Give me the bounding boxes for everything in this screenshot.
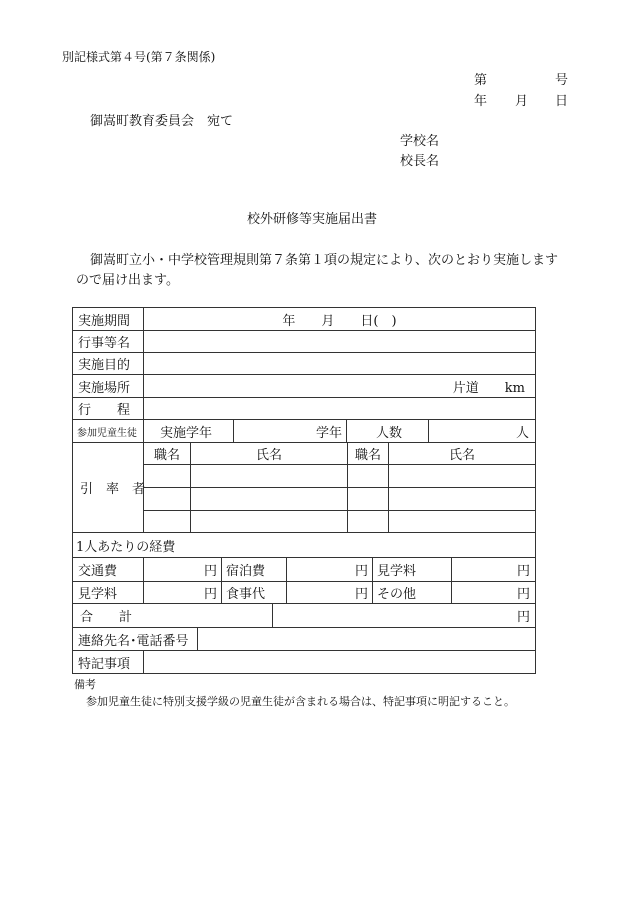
- remarks-title: 備考: [74, 678, 96, 691]
- document-number-suffix: 号: [555, 73, 569, 88]
- form-number: 別記様式第４号(第７条関係): [62, 50, 216, 64]
- meal-yen[interactable]: 円: [354, 587, 368, 602]
- grade-unit[interactable]: 学年: [315, 425, 342, 441]
- event-name-field[interactable]: [144, 331, 535, 352]
- other-label: その他: [377, 587, 417, 602]
- other-yen[interactable]: 円: [516, 587, 530, 602]
- total-label: 合 計: [80, 610, 133, 625]
- leaders-label: 引 率 者: [80, 482, 146, 497]
- body-text-line-1: 御嵩町立小・中学校管理規則第７条第１項の規定により、次のとおり実施します: [90, 253, 559, 268]
- document-number-prefix: 第: [474, 73, 488, 88]
- notes-field[interactable]: [144, 651, 535, 673]
- school-name-label: 学校名: [400, 134, 440, 149]
- lodging-label: 宿泊費: [226, 564, 266, 579]
- total-yen[interactable]: 円: [516, 610, 530, 625]
- itinerary-field[interactable]: [144, 398, 535, 419]
- count-label: 人数: [376, 425, 403, 441]
- grade-label: 実施学年: [160, 425, 213, 441]
- contact-label: 連絡先名･電話番号: [78, 633, 189, 649]
- itinerary-label: 行 程: [78, 403, 131, 418]
- period-label: 実施期間: [78, 313, 131, 329]
- visit-yen[interactable]: 円: [516, 564, 530, 579]
- leader-position-header-2: 職名: [354, 448, 381, 463]
- count-unit[interactable]: 人: [515, 425, 529, 441]
- leader-position-header-1: 職名: [153, 448, 180, 463]
- transport-yen[interactable]: 円: [203, 564, 217, 579]
- notes-label: 特記事項: [78, 656, 131, 672]
- purpose-label: 実施目的: [78, 358, 131, 373]
- meal-label: 食事代: [226, 587, 266, 602]
- event-name-label: 行事等名: [78, 336, 131, 351]
- visit-label: 見学料: [377, 564, 417, 579]
- purpose-field[interactable]: [144, 353, 535, 374]
- place-label: 実施場所: [78, 380, 131, 396]
- document-title: 校外研修等実施届出書: [247, 212, 378, 227]
- remarks-text: 参加児童生徒に特別支援学級の児童生徒が含まれる場合は、特記事項に明記すること。: [86, 695, 515, 708]
- lodging-yen[interactable]: 円: [354, 564, 368, 579]
- transport-label: 交通費: [78, 564, 118, 579]
- visit-label-2: 見学料: [78, 587, 118, 602]
- cost-header: 1人あたりの経費: [76, 540, 176, 555]
- date-month: 月: [515, 94, 529, 109]
- date-year: 年: [474, 94, 488, 109]
- place-distance[interactable]: 片道 km: [452, 380, 525, 396]
- principal-name-label: 校長名: [400, 154, 440, 169]
- date-day: 日: [555, 94, 569, 109]
- period-value[interactable]: 年 月 日( ): [282, 313, 397, 329]
- leader-name-header-2: 氏名: [448, 448, 475, 463]
- visit-yen-2[interactable]: 円: [203, 587, 217, 602]
- leader-name-header-1: 氏名: [255, 448, 282, 463]
- students-label: 参加児童生徒: [77, 427, 137, 439]
- body-text-line-2: ので届け出ます。: [76, 273, 179, 288]
- addressee: 御嵩町教育委員会 宛て: [90, 114, 234, 129]
- contact-field[interactable]: [198, 628, 535, 650]
